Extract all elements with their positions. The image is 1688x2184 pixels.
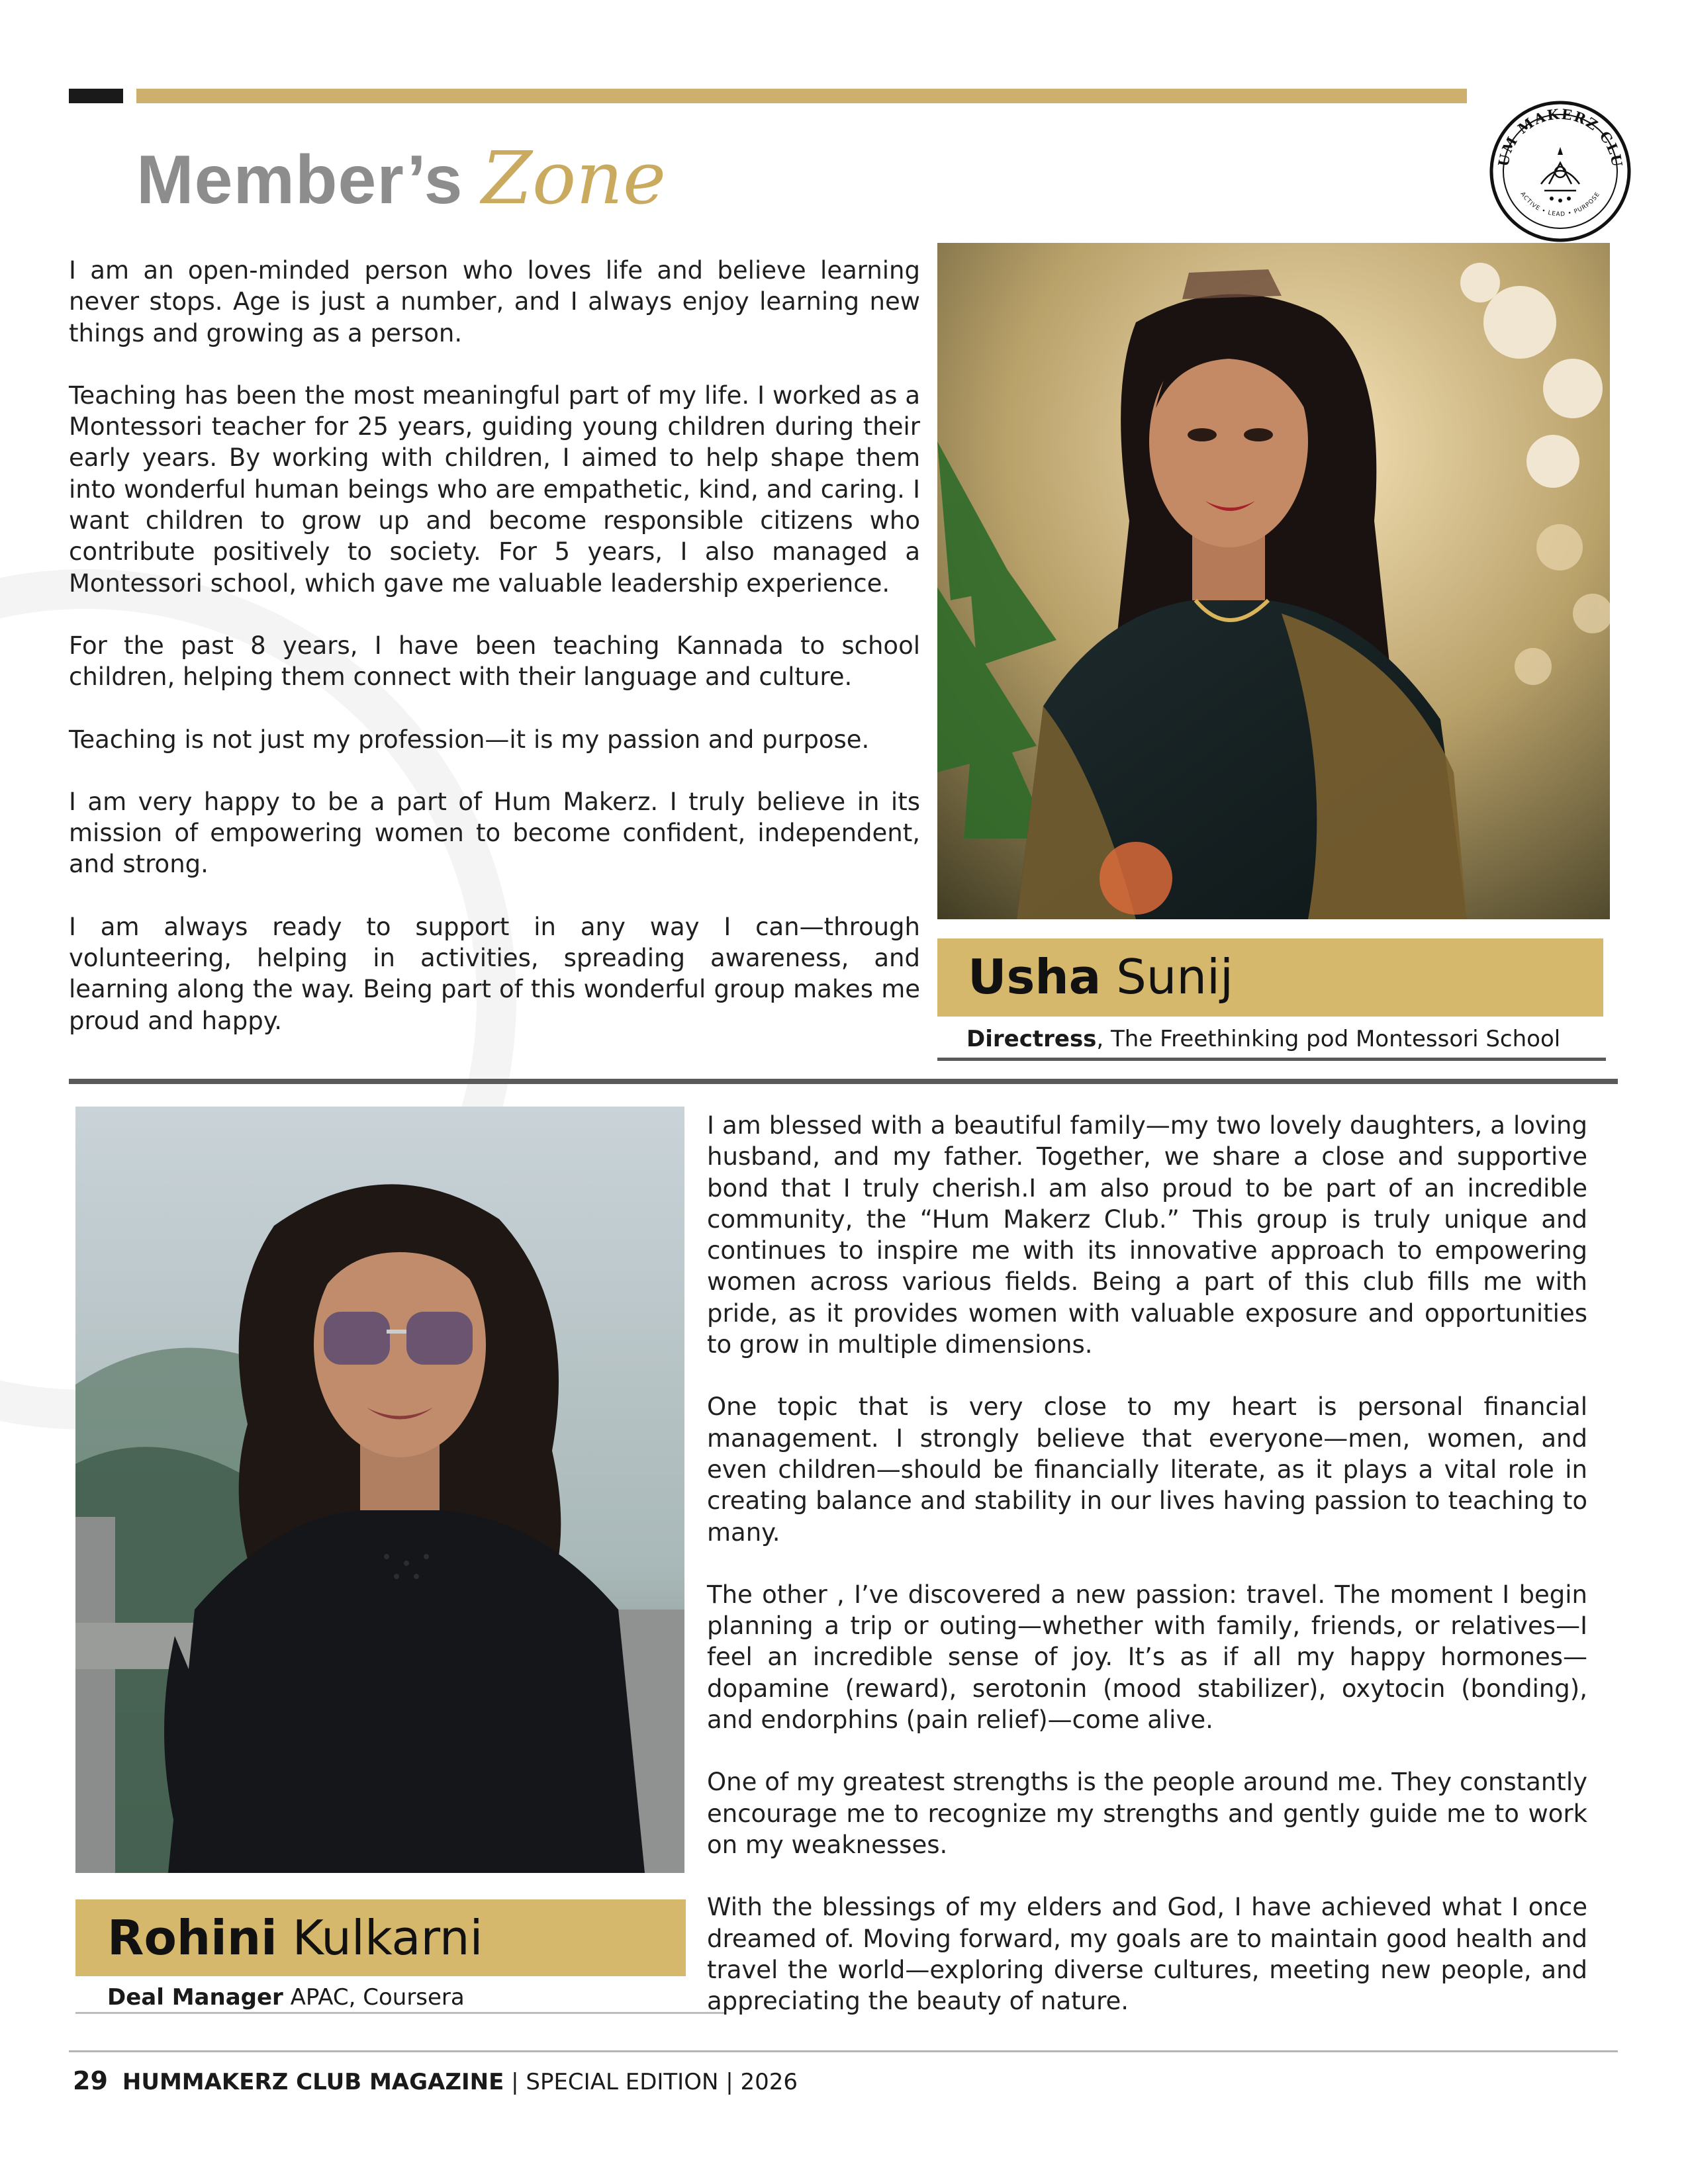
profile2-photo xyxy=(75,1107,684,1873)
profile1-role xyxy=(966,1026,1560,1052)
bio-paragraph: I am always ready to support in any way I can—through volunteering, helping in activities, spreading awareness, and learning along the way. Being part of this wonderful group makes me proud and happy. xyxy=(69,912,920,1035)
section-divider xyxy=(69,1079,1618,1084)
profile2-bio xyxy=(707,1110,1587,2017)
profile1-first-name: Usha xyxy=(968,949,1102,1005)
logo-tagline: ACTIVE • LEAD • PURPOSE xyxy=(1519,191,1602,218)
profile2-name xyxy=(107,1910,483,1966)
profile1-role-title: Directress xyxy=(966,1026,1097,1052)
bio-paragraph: One topic that is very close to my heart is personal financial management. I strongly believe that everyone—men, women, and even children—should be financially literate, as it plays a vital role in creating balance and stability in our lives having passion to teaching to many. xyxy=(707,1392,1587,1547)
bio-paragraph: I am blessed with a beautiful family—my two lovely daughters, a loving husband, and my father. Together, we share a close and supportive bond that I truly cherish.I am also proud to be part of an incredible community, the “Hum Makerz Club.” This group is truly unique and continues to inspire me with its innovative approach to empowering women across various fields. Being a part of this club fills me with pride, as it provides women with valuable exposure and opportunities to grow in multiple dimensions. xyxy=(707,1111,1587,1359)
header-accent-black xyxy=(69,89,123,103)
club-logo xyxy=(1488,99,1632,244)
profile2-role xyxy=(107,1984,465,2011)
bio-paragraph: I am an open-minded person who loves life and believe learning never stops. Age is just a number, and I always enjoy learning new things and growing as a person. xyxy=(69,256,920,347)
bio-paragraph: I am very happy to be a part of Hum Makerz. I truly believe in its mission of empowering women to become confident, independent, and strong. xyxy=(69,787,920,879)
bio-paragraph: One of my greatest strengths is the people around me. They constantly encourage me to recognize my strengths and gently guide me to work on my weaknesses. xyxy=(707,1768,1587,1859)
bio-paragraph: Teaching is not just my profession—it is my passion and purpose. xyxy=(69,725,870,754)
title-members: Member’s xyxy=(136,142,463,218)
profile2-role-org: APAC, Coursera xyxy=(283,1984,465,2011)
profile2-last-name: Kulkarni xyxy=(292,1910,483,1966)
header-accent-gold xyxy=(136,89,1467,103)
logo-text: UM MAKERZ CLU xyxy=(1495,105,1626,169)
profile1-role-underline xyxy=(937,1058,1606,1061)
profile1-bio xyxy=(69,255,920,1036)
title-zone: Zone xyxy=(481,136,667,220)
bio-paragraph: For the past 8 years, I have been teaching Kannada to school children, helping them connect with their language and culture. xyxy=(69,631,920,692)
bio-paragraph: Teaching has been the most meaningful part of my life. I worked as a Montessori teacher for 25 years, guiding young children during their early years. By working with children, I aimed to help shape them into wonderful human beings who are empathetic, kind, and caring. I want children to grow up and become responsible citizens who contribute positively to society. For 5 years, I also managed a Montessori school, which gave me valuable leadership experience. xyxy=(69,381,920,598)
edition-info: | SPECIAL EDITION | 2026 xyxy=(504,2069,798,2095)
footer-rule xyxy=(69,2050,1618,2052)
page-footer xyxy=(73,2066,798,2095)
page-title xyxy=(136,136,666,222)
profile2-name-bar xyxy=(75,1899,686,1976)
bio-paragraph: The other , I’ve discovered a new passion: travel. The moment I begin planning a trip or outing—whether with family, friends, or relatives—I feel an incredible sense of joy. It’s as if all my happy hormones—dopamine (reward), serotonin (mood stabilizer), oxytocin (bonding), and endorphins (pain relief)—come alive. xyxy=(707,1580,1587,1735)
profile1-role-org: , The Freethinking pod Montessori School xyxy=(1096,1026,1561,1052)
bio-paragraph: With the blessings of my elders and God, I have achieved what I once dreamed of. Moving forward, my goals are to maintain good health and travel the world—exploring diverse cultures, meeting new people, and appreciating the beauty of nature. xyxy=(707,1893,1587,2016)
profile1-last-name: Sunij xyxy=(1116,949,1234,1005)
magazine-name: HUMMAKERZ CLUB MAGAZINE xyxy=(122,2069,504,2095)
profile2-role-underline xyxy=(75,2012,724,2014)
profile2-first-name: Rohini xyxy=(107,1910,277,1966)
profile1-photo xyxy=(937,243,1610,919)
profile1-name xyxy=(968,949,1234,1005)
profile1-name-bar xyxy=(937,938,1603,1017)
page-number: 29 xyxy=(73,2066,108,2095)
profile2-role-title: Deal Manager xyxy=(107,1984,283,2011)
